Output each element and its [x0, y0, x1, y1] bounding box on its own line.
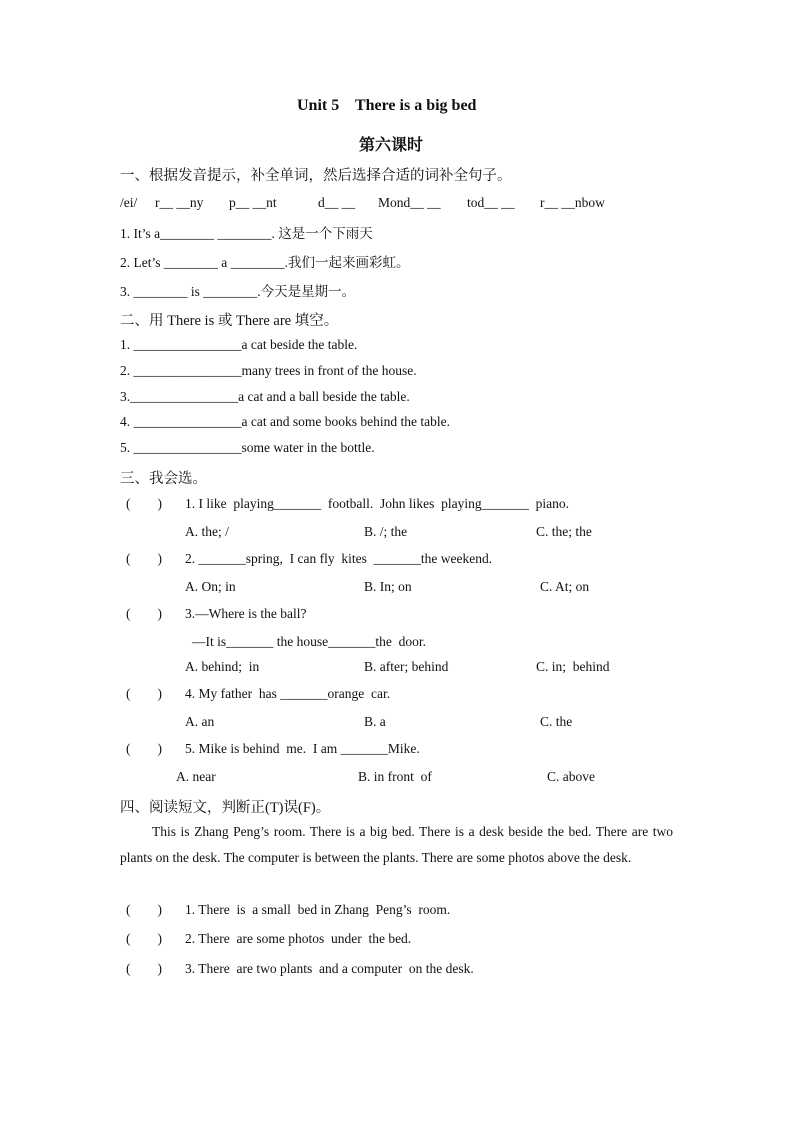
- option: A. the; /: [185, 524, 229, 539]
- judge-statement: 1. There is a small bed in Zhang Peng’s room.: [185, 902, 451, 917]
- answer-paren: ( ): [126, 741, 162, 756]
- page-title: Unit 5 There is a big bed: [297, 97, 477, 114]
- fill-sentence: 1. It’s a________ ________. 这是一个下雨天: [120, 226, 373, 241]
- option: B. in front of: [358, 769, 432, 784]
- answer-paren: ( ): [126, 961, 162, 976]
- lesson-subtitle: 第六课时: [359, 137, 424, 154]
- option: C. above: [547, 769, 595, 784]
- section2-heading: 二、用 There is 或 There are 填空。: [120, 313, 339, 329]
- section3-heading: 三、我会选。: [120, 471, 207, 487]
- reading-passage: This is Zhang Peng’s room. There is a big bed. There is a desk beside the bed. There are two plants on the desk. The computer is between the plants. There are some photos above the desk.: [120, 824, 673, 865]
- option: C. in; behind: [536, 659, 610, 674]
- phonics-sound: /ei/: [120, 195, 138, 210]
- option: B. a: [364, 714, 386, 729]
- phonics-word: r__ __nbow: [540, 195, 605, 210]
- fill-sentence: 2. Let’s ________ a ________.我们一起来画彩虹。: [120, 255, 410, 270]
- option: C. At; on: [540, 579, 590, 594]
- option: C. the; the: [536, 524, 592, 539]
- question-stem-line2: —It is_______ the house_______the door.: [192, 634, 426, 649]
- question-stem: 5. Mike is behind me. I am _______Mike.: [185, 741, 420, 756]
- fill-sentence: 2. ________________many trees in front of the house.: [120, 363, 417, 378]
- answer-paren: ( ): [126, 902, 162, 917]
- phonics-word: tod__ __: [467, 195, 515, 210]
- phonics-word: Mond__ __: [378, 195, 441, 210]
- answer-paren: ( ): [126, 496, 162, 511]
- option: A. On; in: [185, 579, 236, 594]
- option: A. an: [185, 714, 215, 729]
- option: B. /; the: [364, 524, 408, 539]
- question-stem: 2. _______spring, I can fly kites _______the weekend.: [185, 551, 493, 566]
- fill-sentence: 1. ________________a cat beside the table.: [120, 337, 358, 352]
- fill-sentence: 3.________________a cat and a ball beside the table.: [120, 389, 410, 404]
- question-stem: 4. My father has _______orange car.: [185, 686, 391, 701]
- phonics-word: r__ __ny: [155, 195, 204, 210]
- section4-heading: 四、阅读短文，判断正(T)误(F)。: [120, 800, 331, 816]
- option: B. In; on: [364, 579, 412, 594]
- fill-sentence: 3. ________ is ________.今天是星期一。: [120, 284, 356, 299]
- question-stem: 3.—Where is the ball?: [185, 606, 307, 621]
- answer-paren: ( ): [126, 686, 162, 701]
- phonics-word: p__ __nt: [229, 195, 277, 210]
- fill-sentence: 4. ________________a cat and some books behind the table.: [120, 414, 450, 429]
- section1-heading: 一、根据发音提示，补全单词，然后选择合适的词补全句子。: [120, 168, 512, 184]
- answer-paren: ( ): [126, 931, 162, 946]
- option: A. behind; in: [185, 659, 260, 674]
- option: B. after; behind: [364, 659, 449, 674]
- fill-sentence: 5. ________________some water in the bottle.: [120, 440, 375, 455]
- option: C. the: [540, 714, 573, 729]
- judge-statement: 3. There are two plants and a computer on the desk.: [185, 961, 474, 976]
- answer-paren: ( ): [126, 551, 162, 566]
- phonics-word: d__ __: [318, 195, 356, 210]
- question-stem: 1. I like playing_______ football. John likes playing_______ piano.: [185, 496, 569, 511]
- answer-paren: ( ): [126, 606, 162, 621]
- option: A. near: [176, 769, 216, 784]
- judge-statement: 2. There are some photos under the bed.: [185, 931, 412, 946]
